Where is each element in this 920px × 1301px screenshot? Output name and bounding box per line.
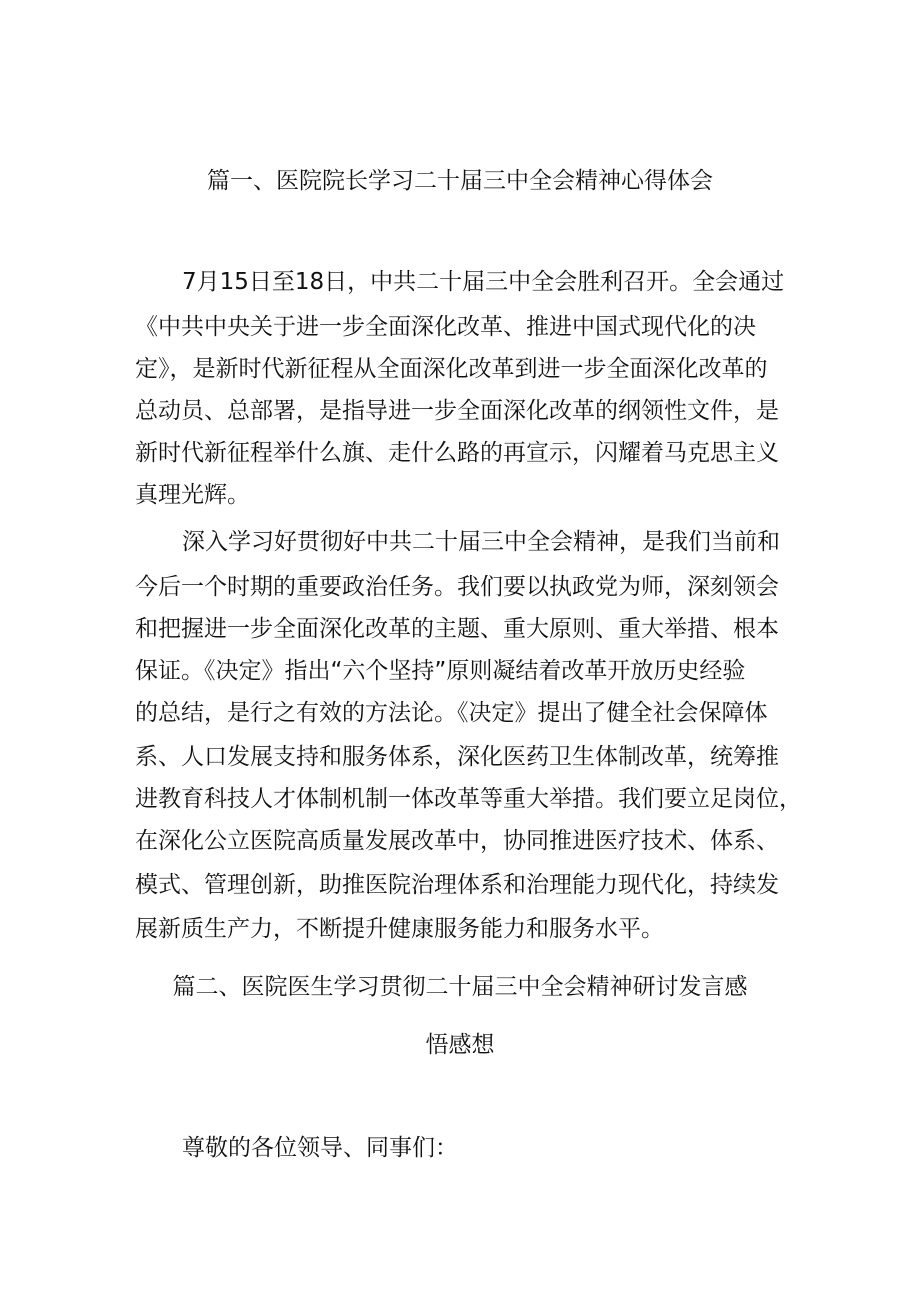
paragraph-line: 7月15日至18日，中共二十届三中全会胜利召开。全会通过: [182, 269, 785, 295]
paragraph-line: 新时代新征程举什么旗、走什么路的再宣示，闪耀着马克思主义: [135, 440, 779, 466]
paragraph-line: 《中共中央关于进一步全面深化改革、推进中国式现代化的决: [135, 314, 756, 340]
paragraph-line: 在深化公立医院高质量发展改革中，协同推进医疗技术、体系、: [135, 828, 779, 854]
salutation: 尊敬的各位领导、同事们：: [182, 1135, 458, 1161]
paragraph-line: 展新质生产力，不断提升健康服务能力和服务水平。: [135, 916, 664, 942]
paragraph-line: 定》，是新时代新征程从全面深化改革到进一步全面深化改革的: [135, 356, 768, 382]
section-1-title: 篇一、医院院长学习二十届三中全会精神心得体会: [207, 168, 713, 194]
paragraph-line: 模式、管理创新，助推医院治理体系和治理能力现代化，持续发: [135, 872, 779, 898]
paragraph-line: 深入学习好贯彻好中共二十届三中全会精神，是我们当前和: [182, 529, 780, 555]
paragraph-line: 和把握进一步全面深化改革的主题、重大原则、重大举措、根本: [135, 616, 779, 642]
paragraph-line: 的总结，是行之有效的方法论。《决定》提出了健全社会保障体: [135, 700, 768, 726]
paragraph-line: 进教育科技人才体制机制一体改革等重大举措。我们要立足岗位，: [135, 786, 802, 812]
paragraph-line: 真理光辉。: [135, 482, 250, 508]
paragraph-line: 总动员、总部署，是指导进一步全面深化改革的纲领性文件，是: [135, 398, 779, 424]
section-2-title-line-2: 悟感想: [425, 1032, 495, 1058]
paragraph-line: 今后一个时期的重要政治任务。我们要以执政党为师，深刻领会: [135, 574, 779, 600]
paragraph-line: 系、人口发展支持和服务体系，深化医药卫生体制改革，统筹推: [135, 744, 779, 770]
section-2-title-line-1: 篇二、医院医生学习贯彻二十届三中全会精神研讨发言感: [172, 974, 748, 1000]
paragraph-line: 保证。《决定》指出“六个坚持”原则凝结着改革开放历史经验: [135, 658, 746, 684]
